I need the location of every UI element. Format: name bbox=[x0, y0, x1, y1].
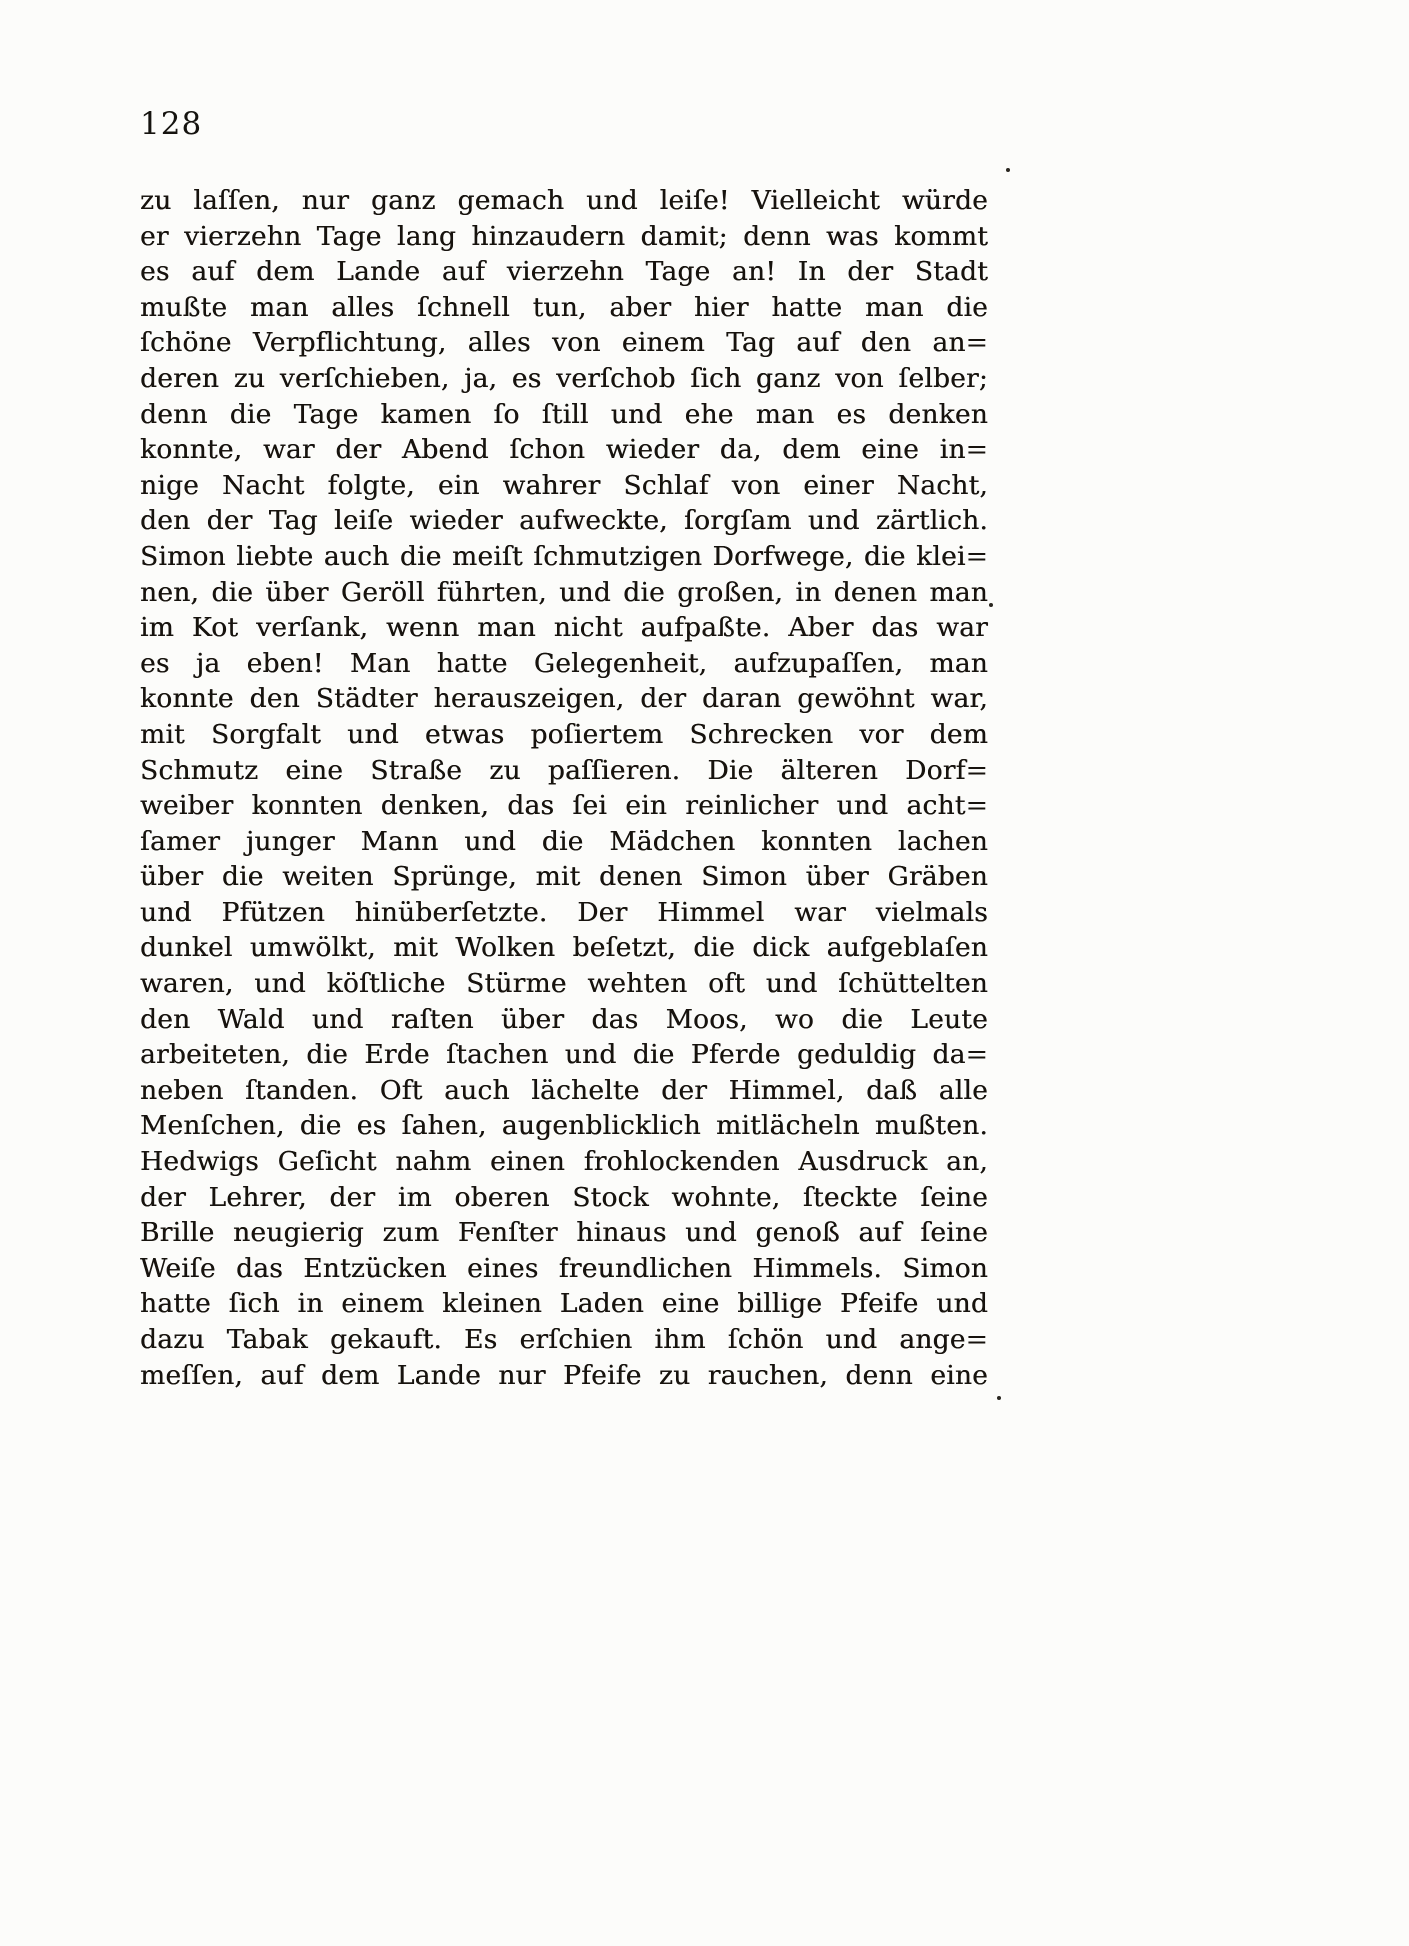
text-line: nige Nacht folgte, ein wahrer Schlaf von einer Nacht, bbox=[140, 469, 988, 501]
text-line: meſſen, auf dem Lande nur Pfeife zu rauchen, denn eine bbox=[140, 1359, 988, 1391]
text-line: Menſchen, die es ſahen, augenblicklich mitlächeln mußten. bbox=[140, 1110, 988, 1142]
text-line: über die weiten Sprünge, mit denen Simon über Gräben bbox=[140, 861, 988, 893]
text-line: dazu Tabak gekauft. Es erſchien ihm ſchön und ange= bbox=[140, 1324, 988, 1355]
scan-speck bbox=[997, 1396, 1001, 1400]
scan-speck bbox=[1006, 168, 1010, 172]
text-line: nen, die über Geröll führten, und die großen, in denen man bbox=[140, 576, 988, 608]
text-line: waren, und köſtliche Stürme wehten oft und ſchüttelten bbox=[140, 968, 988, 1000]
body-text bbox=[140, 183, 988, 1393]
page-number: 128 bbox=[140, 106, 203, 142]
text-line: konnte den Städter herauszeigen, der daran gewöhnt war, bbox=[140, 683, 988, 715]
text-line: deren zu verſchieben, ja, es verſchob ſich ganz von ſelber; bbox=[140, 362, 988, 394]
text-line: konnte, war der Abend ſchon wieder da, dem eine in= bbox=[140, 434, 988, 466]
text-line: Schmutz eine Straße zu paſſieren. Die älteren Dorf= bbox=[140, 754, 988, 786]
text-line: es ja eben! Man hatte Gelegenheit, aufzupaſſen, man bbox=[140, 647, 988, 679]
text-line: mit Sorgfalt und etwas poſiertem Schrecken vor dem bbox=[140, 718, 988, 750]
text-line: Weiſe das Entzücken eines freundlichen Himmels. Simon bbox=[140, 1252, 988, 1284]
text-line: im Kot verſank, wenn man nicht aufpaßte. Aber das war bbox=[140, 612, 988, 644]
text-line: Brille neugierig zum Fenſter hinaus und genoß auf ſeine bbox=[140, 1217, 988, 1249]
text-line: den Wald und raſten über das Moos, wo die Leute bbox=[140, 1003, 988, 1035]
text-line: ſchöne Verpflichtung, alles von einem Tag auf den an= bbox=[140, 327, 988, 359]
text-line: weiber konnten denken, das ſei ein reinlicher und acht= bbox=[140, 790, 988, 822]
text-line: den der Tag leiſe wieder aufweckte, ſorgſam und zärtlich. bbox=[140, 505, 988, 537]
text-line: Hedwigs Geſicht nahm einen frohlockenden Ausdruck an, bbox=[140, 1146, 988, 1178]
text-line: denn die Tage kamen ſo ſtill und ehe man es denken bbox=[140, 398, 988, 430]
text-line: neben ſtanden. Oft auch lächelte der Himmel, daß alle bbox=[140, 1074, 988, 1106]
text-line: dunkel umwölkt, mit Wolken beſetzt, die dick aufgeblaſen bbox=[140, 932, 988, 964]
text-line: Simon liebte auch die meiſt ſchmutzigen Dorfwege, die klei= bbox=[140, 540, 988, 572]
text-line: es auf dem Lande auf vierzehn Tage an! In der Stadt bbox=[140, 256, 988, 288]
text-line: und Pfützen hinüberſetzte. Der Himmel war vielmals bbox=[140, 896, 988, 928]
text-line: ſamer junger Mann und die Mädchen konnten lachen bbox=[140, 825, 988, 857]
scan-speck bbox=[989, 603, 993, 607]
text-line: zu laſſen, nur ganz gemach und leiſe! Vielleicht würde bbox=[140, 185, 988, 216]
text-line: arbeiteten, die Erde ſtachen und die Pferde geduldig da= bbox=[140, 1039, 988, 1071]
text-line: hatte ſich in einem kleinen Laden eine billige Pfeife und bbox=[140, 1288, 988, 1320]
text-line: er vierzehn Tage lang hinzaudern damit; denn was kommt bbox=[140, 220, 988, 252]
text-line: mußte man alles ſchnell tun, aber hier hatte man die bbox=[140, 291, 988, 323]
text-line: der Lehrer, der im oberen Stock wohnte, ſteckte ſeine bbox=[140, 1181, 988, 1213]
